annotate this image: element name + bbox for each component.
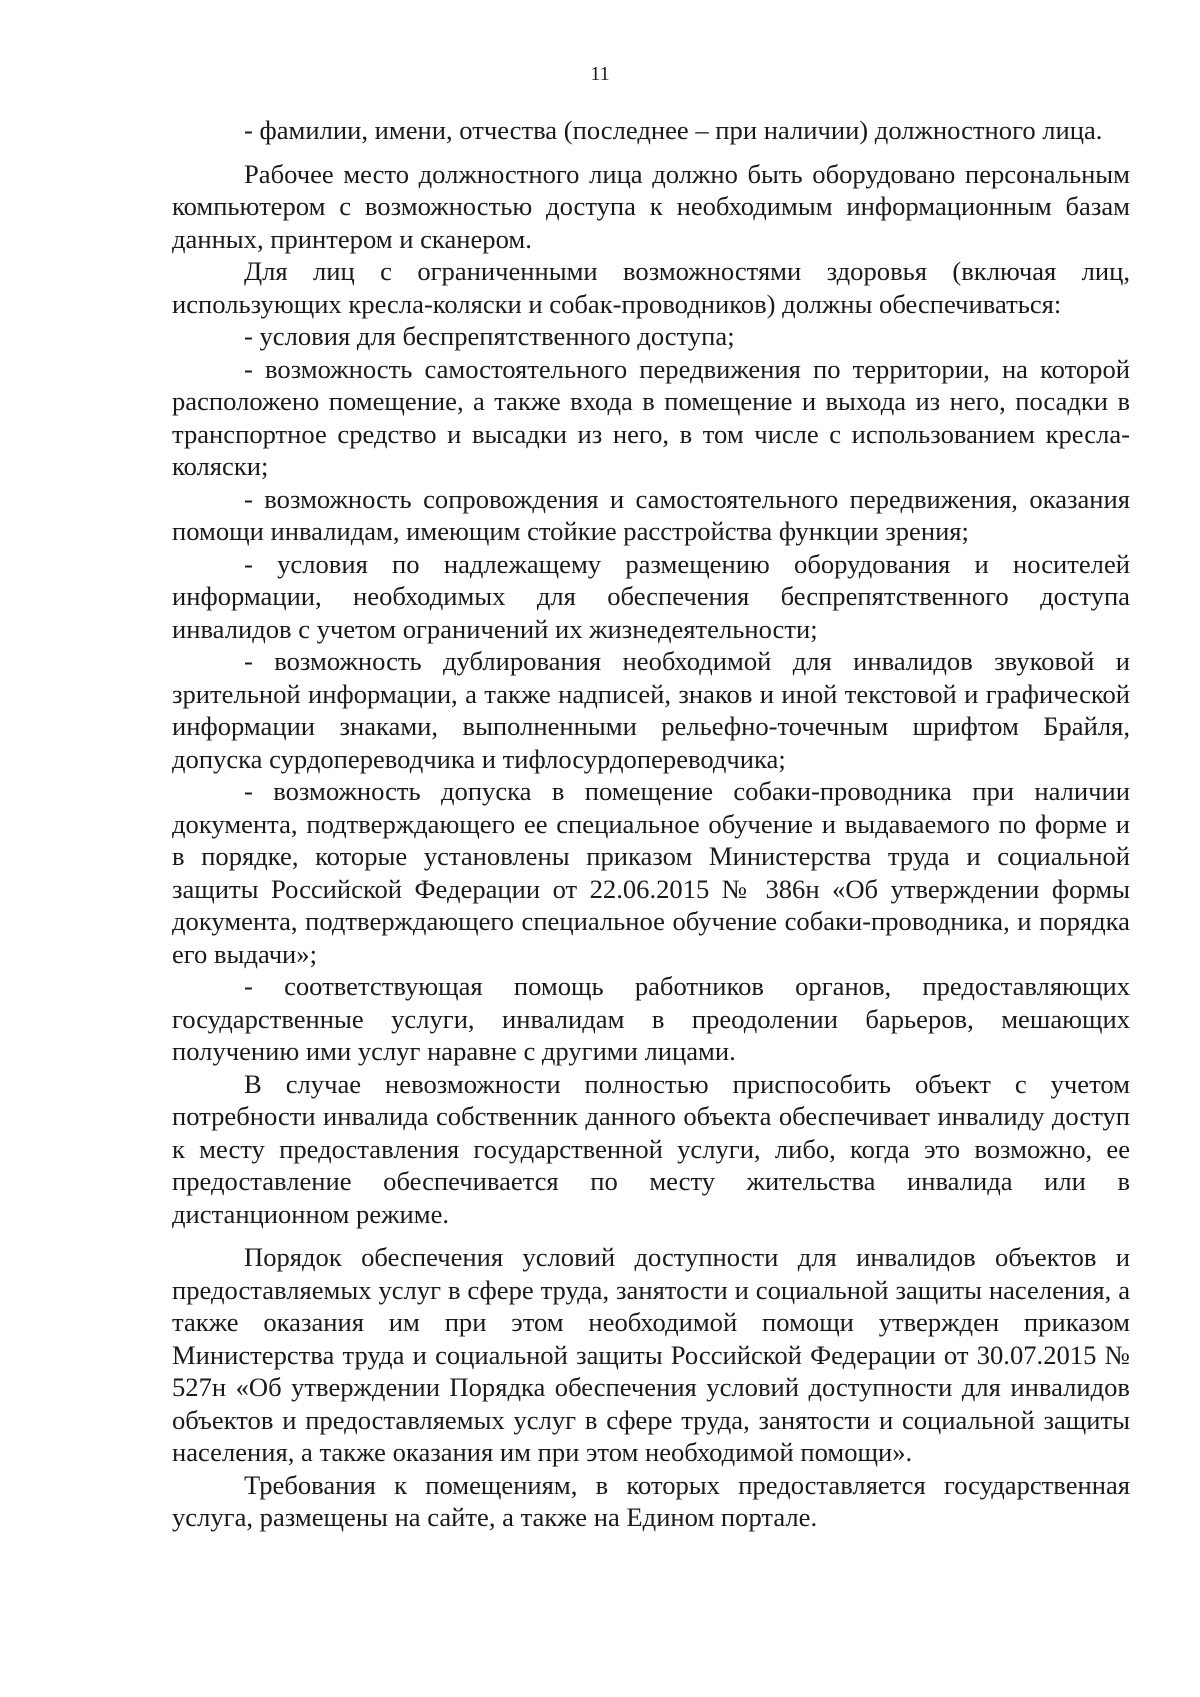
document-body (172, 114, 1130, 1534)
list-item-escort-assistance: - возможность сопровождения и самостоятельного передвижения, оказания помощи инвалидам, имеющим стойкие расстройства функции зрения; (172, 483, 1130, 546)
list-item-information-duplication: - возможность дублирования необходимой для инвалидов звуковой и зрительной информации, а также надписей, знаков и иной текстовой и графической информации знаками, выполненными рельефно-точечным шрифтом Брайля, допуска сурдопереводчика и тифлосурдопереводчика; (172, 646, 1130, 774)
paragraph-disabled-persons-intro: Для лиц с ограниченными возможностями здоровья (включая лиц, использующих кресла-коляски и собак-проводников) должны обеспечиваться: (172, 256, 1130, 319)
list-item-unobstructed-access: - условия для беспрепятственного доступа; (244, 321, 735, 351)
paragraph-alternative-provision: В случае невозможности полностью приспособить объект с учетом потребности инвалида собственник данного объекта обеспечивает инвалиду доступ к месту предоставления государственной услуги, либо, когда это возможно, ее предоставление обеспечивается по месту жительства инвалида или в дистанционном режиме. (172, 1068, 1130, 1229)
paragraph-workplace-equipment: Рабочее место должностного лица должно быть оборудовано персональным компьютером с возможностью доступа к необходимым информационным базам данных, принтером и сканером. (172, 158, 1130, 254)
list-item-guide-dog-admission: - возможность допуска в помещение собаки-проводника при наличии документа, подтверждающего ее специальное обучение и выдаваемого по форме и в порядке, которые установлены приказом Министерства труда и социальной защиты Российской Федерации от 22.06.2015 № 386н «Об утверждении формы документа, подтверждающего специальное обучение собаки-проводника, и порядка его выдачи»; (172, 776, 1130, 969)
list-item-equipment-placement: - условия по надлежащему размещению оборудования и носителей информации, необходимых для обеспечения беспрепятственного доступа инвалидов с учетом ограничений их жизнедеятельности; (172, 548, 1130, 644)
list-item-staff-assistance: - соответствующая помощь работников органов, предоставляющих государственные услуги, инвалидам в преодолении барьеров, мешающих получению ими услуг наравне с другими лицами. (172, 971, 1130, 1066)
list-item-independent-movement: - возможность самостоятельного передвижения по территории, на которой расположено помещение, а также входа в помещение и выхода из него, посадки в транспортное средство и высадки из него, в том числе с использованием кресла-коляски; (172, 353, 1130, 481)
page-number: 11 (590, 63, 610, 85)
paragraph-premises-requirements: Требования к помещениям, в которых предоставляется государственная услуга, размещены на сайте, а также на Едином портале. (172, 1469, 1130, 1532)
paragraph-official-name: - фамилии, имени, отчества (последнее – при наличии) должностного лица. (244, 115, 1103, 145)
paragraph-accessibility-order: Порядок обеспечения условий доступности для инвалидов объектов и предоставляемых услуг в сфере труда, занятости и социальной защиты населения, а также оказания им при этом необходимой помощи утвержден приказом Министерства труда и социальной защиты Российской Федерации от 30.07.2015 № 527н «Об утверждении Порядка обеспечения условий доступности для инвалидов объектов и предоставляемых услуг в сфере труда, занятости и социальной защиты населения, а также оказания им при этом необходимой помощи». (172, 1242, 1130, 1467)
